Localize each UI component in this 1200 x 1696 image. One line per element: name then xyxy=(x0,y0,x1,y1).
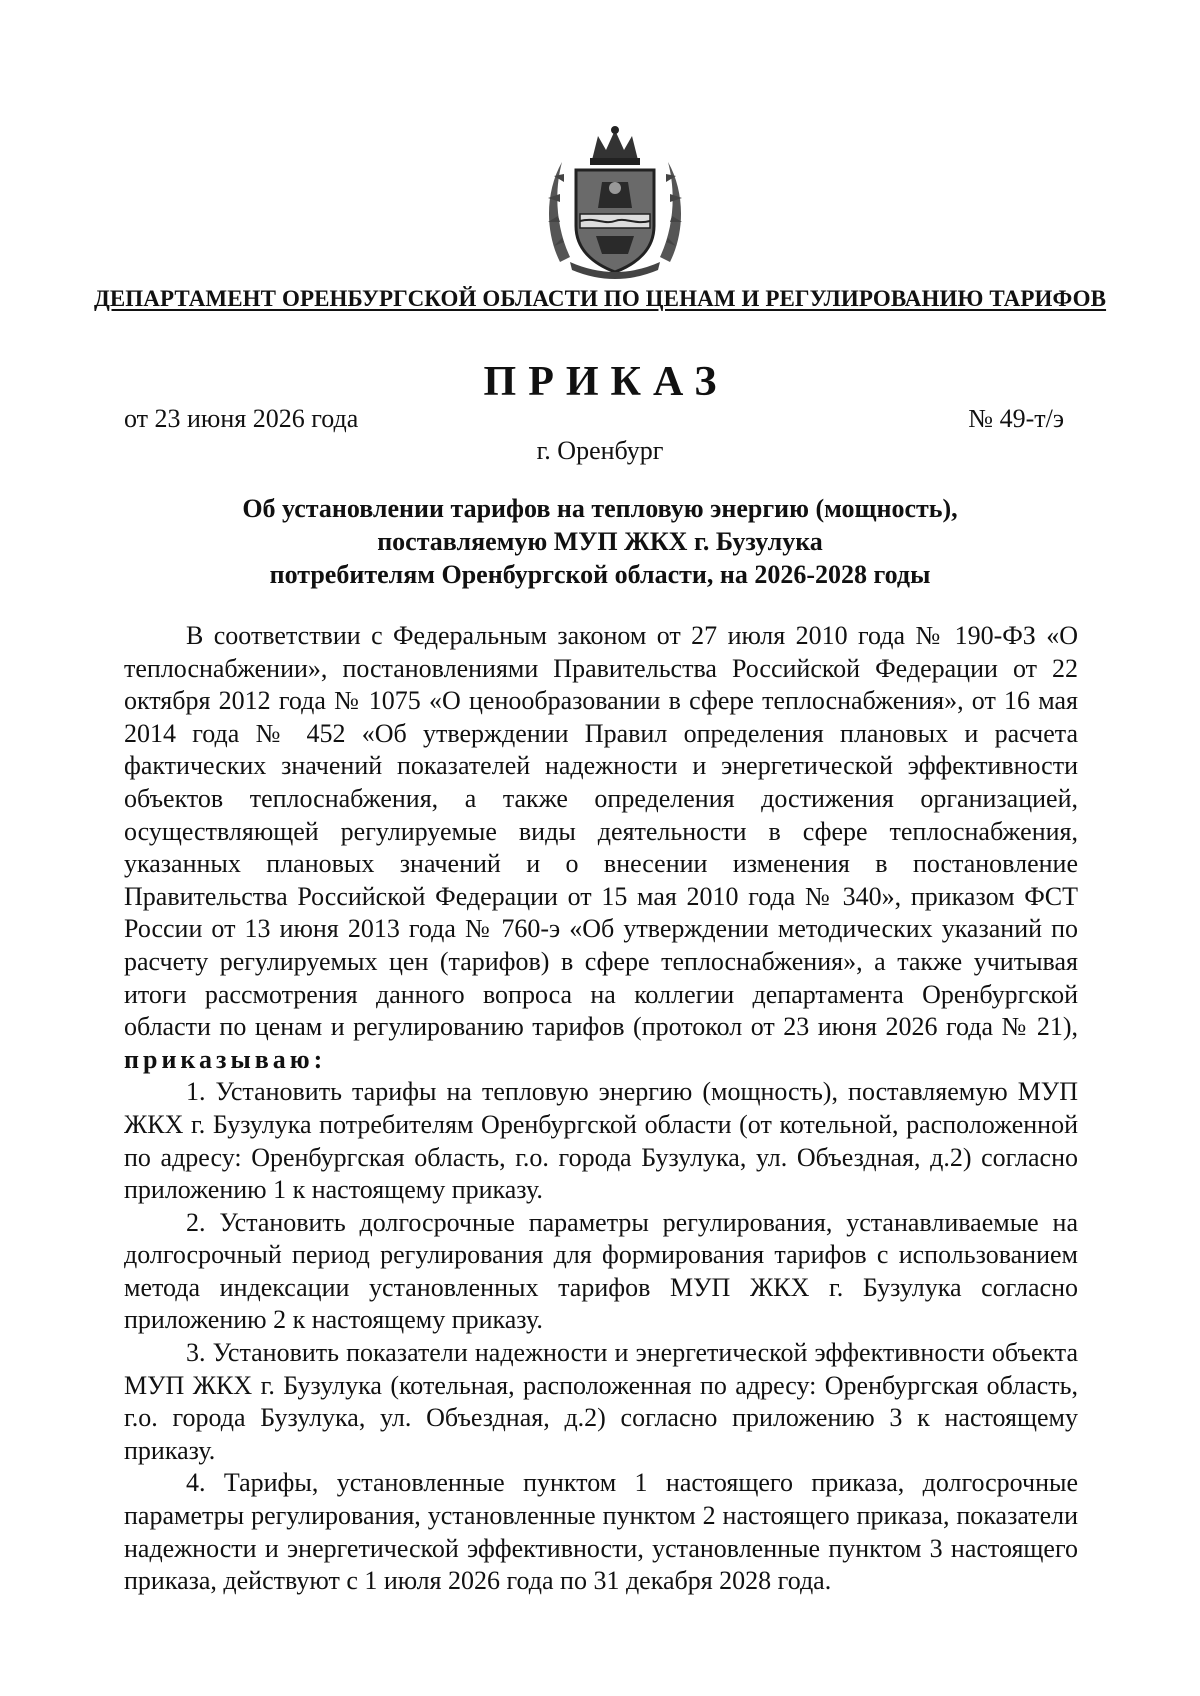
item-1-paragraph: 1. Установить тарифы на тепловую энергию (мощность), поставляемую МУП ЖКХ г. Бузулука потребителям Оренбургской области (от котельной, расположенной по адресу: Оренбургская область, г.о. города Бузулука, ул. Объездная, д.2) согласно приложению 1 к настоящему приказу. xyxy=(124,1077,1078,1205)
preamble-paragraph xyxy=(124,620,1078,1076)
order-title: ПРИКАЗ xyxy=(483,359,729,405)
department-name: ДЕПАРТАМЕНТ ОРЕНБУРГСКОЙ ОБЛАСТИ ПО ЦЕНАМ И РЕГУЛИРОВАНИЮ ТАРИФОВ xyxy=(93,286,1107,311)
preamble-text: В соответствии с Федеральным законом от 27 июля 2010 года № 190-ФЗ «О теплоснабжении», постановлениями Правительства Российской Федерации от 22 октября 2012 года № 1075 «О ценообразовании в сфере теплоснабжения», от 16 мая 2014 года № 452 «Об утверждении Правил определения плановых и расчета фактических значений показателей надежности и энергетической эффективности объектов теплоснабжения, а также определения достижения организацией, осуществляющей регулируемые виды деятельности в сфере теплоснабжения, указанных плановых значений и о внесении изменения в постановление Правительства Российской Федерации от 15 мая 2010 года № 340», приказом ФСТ России от 13 июня 2013 года № 760-э «Об утверждении методических указаний по расчету регулируемых цен (тарифов) в сфере теплоснабжения», а также учитывая итоги рассмотрения данного вопроса на коллегии департамента Оренбургской области по ценам и регулированию тарифов (протокол от 23 июня 2026 года № 21), xyxy=(124,621,1078,1042)
item-2-paragraph: 2. Установить долгосрочные параметры регулирования, устанавливаемые на долгосрочный период регулирования для формирования тарифов с использованием метода индексации установленных тарифов МУП ЖКХ г. Бузулука согласно приложению 2 к настоящему приказу. xyxy=(124,1207,1078,1335)
order-city: г. Оренбург xyxy=(536,436,664,465)
subject-line-3: потребителям Оренбургской области, на 2026-2028 годы xyxy=(269,560,931,589)
order-date: от 23 июня 2026 года xyxy=(124,404,359,433)
item-4-paragraph: 4. Тарифы, установленные пунктом 1 настоящего приказа, долгосрочные параметры регулирования, установленные пунктом 2 настоящего приказа, показатели надежности и энергетической эффективности, установленные пунктом 3 настоящего приказа, действуют с 1 июля 2026 года по 31 декабря 2028 года. xyxy=(124,1468,1078,1596)
decree-word: приказываю: xyxy=(124,1044,327,1074)
coat-of-arms-emblem xyxy=(540,122,690,282)
item-3-paragraph: 3. Установить показатели надежности и энергетической эффективности объекта МУП ЖКХ г. Бузулука (котельная, расположенная по адресу: Оренбургская область, г.о. города Бузулука, ул. Объездная, д.2) согласно приложению 3 к настоящему приказу. xyxy=(124,1338,1078,1465)
order-body xyxy=(124,620,1078,1598)
order-subject xyxy=(150,492,1050,591)
order-number: № 49-т/э xyxy=(968,404,1064,433)
subject-line-2: поставляемую МУП ЖКХ г. Бузулука xyxy=(377,527,823,556)
subject-line-1: Об установлении тарифов на тепловую энергию (мощность), xyxy=(242,494,958,523)
